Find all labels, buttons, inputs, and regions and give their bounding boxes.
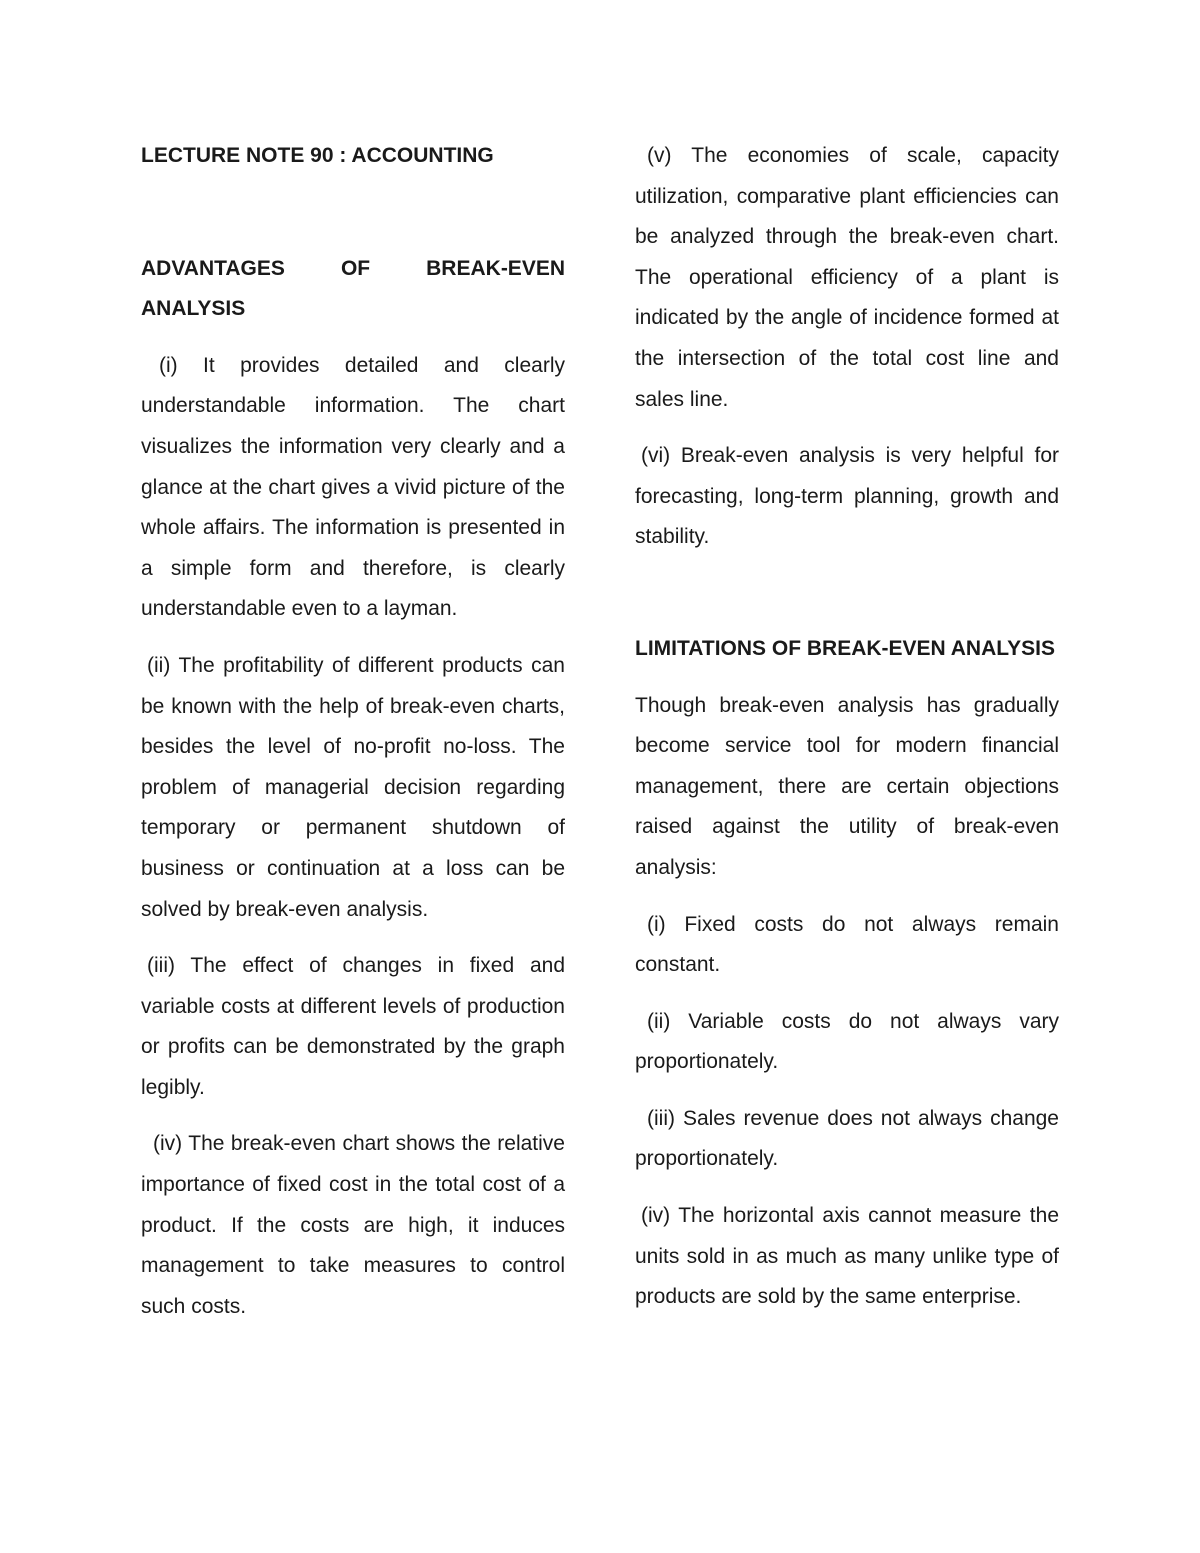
advantage-ii: (ii) The profitability of different products can be known with the help of break-even charts, besides the level of no-profit no-loss. The problem of managerial decision regarding temporary or permanent shutdown of business or continuation at a loss can be solved by break-even analysis.: [141, 653, 565, 921]
left-column: [141, 136, 565, 1327]
advantage-i: (i) It provides detailed and clearly understandable information. The chart visualizes the information very clearly and a glance at the chart gives a vivid picture of the whole affairs. The information is presented in a simple form and therefore, is clearly understandable even to a layman.: [141, 353, 565, 621]
advantage-iii: (iii) The effect of changes in fixed and variable costs at different levels of production or profits can be demonstrated by the graph legibly.: [141, 954, 565, 1099]
limitations-intro: Though break-even analysis has gradually become service tool for modern financial management, there are certain objections raised against the utility of break-even analysis:: [635, 693, 1059, 879]
right-column: [635, 136, 1059, 1318]
advantage-v: (v) The economies of scale, capacity utilization, comparative plant efficiencies can be analyzed through the break-even chart. The operational efficiency of a plant is indicated by the angle of incidence formed at the intersection of the total cost line and sales line.: [635, 144, 1059, 411]
advantages-heading: ADVANTAGES OF BREAK-EVEN ANALYSIS: [141, 256, 565, 321]
limitation-iv: (iv) The horizontal axis cannot measure the units sold in as much as many unlike type of products are sold by the same enterprise.: [635, 1204, 1059, 1309]
limitation-iii: (iii) Sales revenue does not always change proportionately.: [635, 1106, 1059, 1171]
limitation-ii: (ii) Variable costs do not always vary proportionately.: [635, 1009, 1059, 1074]
limitations-heading: LIMITATIONS OF BREAK-EVEN ANALYSIS: [635, 636, 1056, 660]
limitation-i: (i) Fixed costs do not always remain constant.: [635, 912, 1059, 977]
advantage-vi: (vi) Break-even analysis is very helpful for forecasting, long-term planning, growth and stability.: [635, 444, 1059, 549]
document-title: LECTURE NOTE 90 : ACCOUNTING: [141, 144, 494, 167]
advantage-iv: (iv) The break-even chart shows the relative importance of fixed cost in the total cost of a product. If the costs are high, it induces management to take measures to control such costs.: [141, 1132, 565, 1318]
